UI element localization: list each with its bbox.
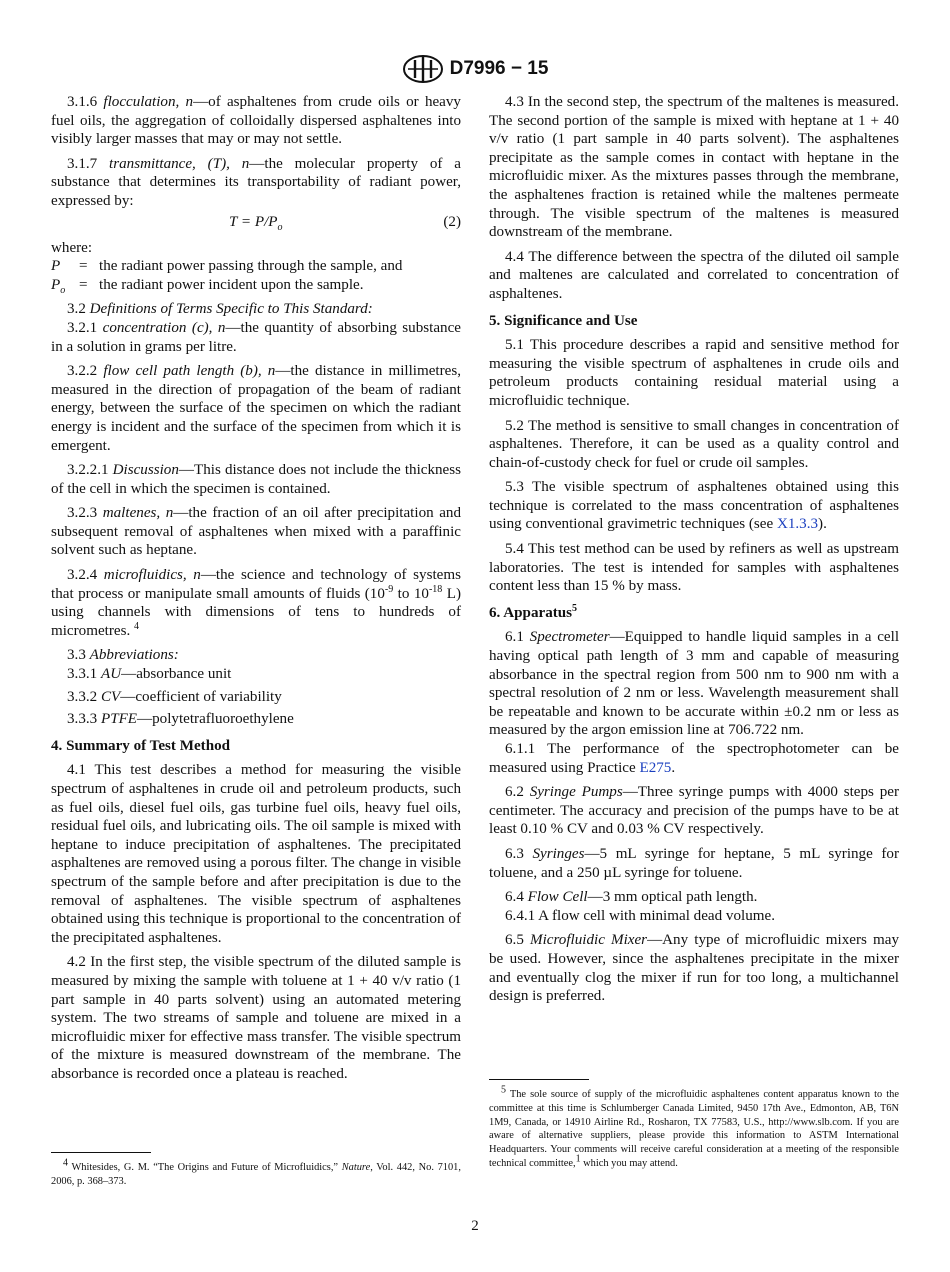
symbol-definitions bbox=[51, 257, 461, 294]
para-4-4: 4.4 The difference between the spectra of the diluted oil sample and maltenes are calculated and correlated to concentration of asphaltenes. bbox=[489, 248, 899, 302]
para-6-3: 6.3 Syringes—5 mL syringe for heptane, 5 mL syringe for toluene, and a 250 µL syringe for toluene. bbox=[489, 845, 899, 881]
def-flocculation: 3.1.6 flocculation, n—of asphaltenes from crude oils or heavy fuel oils, the aggregation of colloidally dispersed asphaltenes into visibly larger masses that may or may not settle. bbox=[51, 94, 461, 148]
para-6-4-1: 6.4.1 A flow cell with minimal dead volume. bbox=[505, 907, 775, 924]
para-4-3: 4.3 In the second step, the spectrum of the maltenes is measured. The second portion of the sample is mixed with heptane at 1 + 40 v/v ratio (1 part sample in 40 parts solvent). The asphaltenes precipitate as the sample comes in contact with heptane in the microfluidic mixer. As the mixtures passes through the membrane, the asphaltenes fraction is retained while the maltenes permeate through. The visible spectrum of the maltenes is measured downstream of the membrane. bbox=[489, 94, 899, 241]
section-3-3-heading: 3.3 Abbreviations: bbox=[67, 647, 179, 664]
footnote-rule bbox=[51, 1152, 151, 1153]
section-3-2-heading: 3.2 Definitions of Terms Specific to This Standard: bbox=[67, 301, 373, 318]
para-6-4: 6.4 Flow Cell—3 mm optical path length. bbox=[505, 889, 758, 906]
para-6-2: 6.2 Syringe Pumps—Three syringe pumps with 4000 steps per centimeter. The accuracy and precision of the pumps have to be at least 0.10 % CV and 0.03 % CV respectively. bbox=[489, 784, 900, 838]
para-6-1-1: 6.1.1 The performance of the spectrophotometer can be measured using Practice E275. bbox=[489, 741, 899, 776]
abbr-ptfe: 3.3.3 PTFE—polytetrafluoroethylene bbox=[67, 711, 294, 728]
footnote-5: $^5$ The sole source of supply of the microfluidic asphaltenes content apparatus known to the committee at this time is Schlumberger Canada Limited, 9450 17th Ave., Edmonton, AB, T6N 1M9, Canada, or 14910 Airline Rd., Rosharon, TX 77583, U.S., http://www.slb.com. If you are aware of alternative suppliers, please provide this information to ASTM International Headquarters. Your comments will receive careful consideration at a meeting of the responsible technical committee,$^1$ which you may attend. bbox=[489, 1084, 899, 1169]
def-microfluidics: 3.2.4 microfluidics, n—the science and technology of systems that process or manipulate small amounts of fluids ($10^{-9}$ to $10^{-18}$ L) using channels with dimensions of tens to hundreds of micrometres. $^4$ bbox=[51, 567, 461, 639]
standard-designation: D7996 − 15 bbox=[449, 58, 549, 79]
equation-number: (2) bbox=[443, 213, 461, 230]
cross-reference-link[interactable]: E275 bbox=[639, 759, 672, 776]
symbol-def-p: P = the radiant power passing through the sample, and bbox=[51, 258, 403, 275]
para-5-3: 5.3 The visible spectrum of asphaltenes obtained using this technique is correlated to the mass concentration of asphaltenes using conventional gravimetric techniques (see X1.3.3). bbox=[489, 479, 899, 533]
footnote-area-left bbox=[51, 1152, 461, 1189]
footnote-rule bbox=[489, 1079, 589, 1080]
abbr-cv: 3.3.2 CV—coefficient of variability bbox=[67, 688, 282, 705]
def-flow-cell-path-length: 3.2.2 flow cell path length (b), n—the distance in millimetres, measured in the direction of propagation of the beam of radiant energy, between the surface of the specimen on which the radiant energy is incident and the surface of the specimen from which it is emergent. bbox=[51, 363, 461, 454]
equation-2 bbox=[51, 211, 461, 235]
para-6-5: 6.5 Microfluidic Mixer—Any type of microfluidic mixers may be used. However, since the asphaltenes precipitate in the mixer and eventually clog the mixer if run for too long, a multichannel design is preferred. bbox=[489, 932, 899, 1005]
where-label: where: bbox=[51, 239, 93, 256]
abbr-au: 3.3.1 AU—absorbance unit bbox=[67, 666, 232, 683]
def-transmittance: 3.1.7 transmittance, (T), n—the molecular property of a substance that determines its transportability of radiant power, expressed by: bbox=[51, 155, 461, 209]
page-number: 2 bbox=[471, 1218, 479, 1234]
astm-logo-icon bbox=[402, 54, 444, 84]
para-5-1: 5.1 This procedure describes a rapid and sensitive method for measuring the visible spectrum of asphaltenes in crude oils and petroleum products containing residual material using a microfluidic technique. bbox=[489, 337, 899, 409]
para-5-4: 5.4 This test method can be used by refiners as well as upstream laboratories. The test is intended for samples with asphaltenes content less than 15 % by mass. bbox=[489, 541, 899, 595]
page-header bbox=[0, 54, 950, 84]
section-5-heading: 5. Significance and Use bbox=[489, 312, 638, 329]
discussion-3-2-2-1: 3.2.2.1 Discussion—This distance does not include the thickness of the cell in which the specimen is contained. bbox=[51, 462, 462, 497]
section-4-heading: 4. Summary of Test Method bbox=[51, 737, 231, 754]
footnote-area-right bbox=[489, 1079, 899, 1171]
para-4-2: 4.2 In the first step, the visible spectrum of the diluted sample is measured by mixing the sample with toluene at 1 + 40 v/v ratio (1 part sample in 40 parts solvent) using an automated metering system. The two streams of sample and toluene are mixed in a microfluidic mixer for effective mass transfer. The visible spectrum of the mixture is measured downstream of the membrane. The absorbance is recorded once a plateau is reached. bbox=[51, 954, 461, 1082]
cross-reference-link[interactable]: X1.3.3 bbox=[776, 516, 819, 533]
left-column bbox=[51, 93, 461, 1090]
para-4-1: 4.1 This test describes a method for measuring the visible spectrum of asphaltenes in crude oil and petroleum products, such as fuel oils, diesel fuel oils, gas turbine fuel oils, heavy fuel oils, residual fuel oils, and lubricating oils. The oil sample is mixed with heptane to induce precipitation of asphaltenes. The precipitated asphaltenes are removed using a porous filter. The change in visible spectrum of the sample before and after precipitation is due to the removal of asphaltenes. The visible spectrum of asphaltenes obtained using this technique is proportional to the concentration of the precipitated asphaltenes. bbox=[51, 762, 461, 946]
equation-expression: $T = P/P_o$ bbox=[229, 213, 283, 233]
section-6-heading: 6. Apparatus$^5$ bbox=[489, 602, 578, 621]
def-concentration: 3.2.1 concentration (c), n—the quantity of absorbing substance in a solution in grams per litre. bbox=[51, 319, 461, 355]
para-5-2: 5.2 The method is sensitive to small changes in concentration of asphaltenes. Therefore, it can be used as a quality control and chain-of-custody check for fuel or crude oil samples. bbox=[489, 417, 899, 471]
footnote-4: $^4$ Whitesides, G. M. “The Origins and Future of Microfluidics,” Nature, Vol. 442, No. 7101, 2006, p. 368–373. bbox=[51, 1157, 461, 1187]
right-column bbox=[489, 93, 899, 1012]
symbol-def-po: $P_o$ = the radiant power incident upon the sample. bbox=[51, 276, 364, 296]
def-maltenes: 3.2.3 maltenes, n—the fraction of an oil after precipitation and subsequent removal of asphaltenes when mixed with a paraffinic solvent such as heptane. bbox=[51, 505, 461, 559]
para-6-1: 6.1 Spectrometer—Equipped to handle liquid samples in a cell having optical path length of 3 mm and capable of measuring absorbance in the spectral region from 500 nm to 900 nm with a spectral resolution of 2 nm or less. Wavelength measurement shall be repeatable and known to be accurate within ±0.2 nm or less as measured by the argon emission line at 706.722 nm. bbox=[489, 629, 900, 739]
